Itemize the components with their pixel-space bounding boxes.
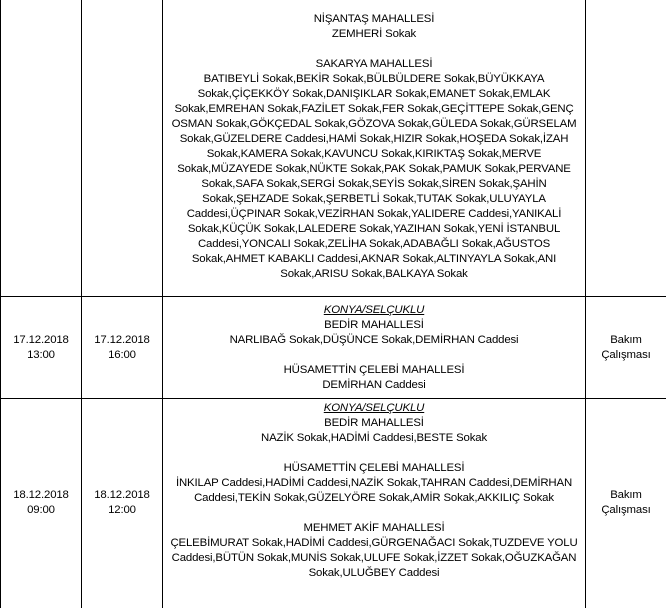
end-cell xyxy=(82,399,163,608)
table-row xyxy=(1,399,666,608)
note-cell: Bakım Çalışması xyxy=(586,297,666,399)
mahalle-name: HÜSAMETTİN ÇELEBİ MAHALLESİ xyxy=(166,461,582,476)
start-cell xyxy=(1,297,82,399)
street-list: İNKILAP Caddesi,HADİMİ Caddesi,NAZİK Sokak,TAHRAN Caddesi,DEMİRHAN Caddesi,TEKİN Sokak,GÜZELYÖRE Sokak,AMİR Sokak,AKKILIÇ Sokak xyxy=(166,476,582,506)
start-date: 17.12.2018 xyxy=(1,333,81,348)
street-list: DEMİRHAN Caddesi xyxy=(166,378,582,393)
start-cell xyxy=(1,399,82,608)
end-time: 12:00 xyxy=(82,503,162,518)
city-district: KONYA/SELÇUKLU xyxy=(166,303,582,318)
end-cell xyxy=(82,297,163,399)
mahalle-name: BEDİR MAHALLESİ xyxy=(166,416,582,431)
start-date: 18.12.2018 xyxy=(1,488,81,503)
mahalle-name: BEDİR MAHALLESİ xyxy=(166,318,582,333)
end-time: 16:00 xyxy=(82,348,162,363)
table-row xyxy=(1,0,666,297)
table-row xyxy=(1,297,666,399)
street-list: BATIBEYLİ Sokak,BEKİR Sokak,BÜLBÜLDERE Sokak,BÜYÜKKAYA Sokak,ÇİÇEKKÖY Sokak,DANIŞIKLAR Sokak,EMANET Sokak,EMLAK Sokak,EMREHAN Sokak,FAZİLET Sokak,FER Sokak,GEÇİTTEPE Sokak,GENÇ OSMAN Sokak,GÖKÇEDAL Sokak,GÖZOVA Sokak,GÜLEDA Sokak,GÜRSELAM Sokak,GÜZELDERE Caddesi,HAMİ Sokak,HIZIR Sokak,HOŞEDA Sokak,İZAH Sokak,KAMERA Sokak,KAVUNCU Sokak,KIRIKTAŞ Sokak,MERVE Sokak,MÜZAYEDE Sokak,NÜKTE Sokak,PAK Sokak,PAMUK Sokak,PERVANE Sokak,SAFA Sokak,SERGİ Sokak,SEYİS Sokak,SİREN Sokak,ŞAHİN Sokak,ŞEHZADE Sokak,ŞERBETLİ Sokak,TUTAK Sokak,ULUYAYLA Caddesi,ÜÇPINAR Sokak,VEZİRHAN Sokak,YALIDERE Caddesi,YANIKALİ Sokak,KÜÇÜK Sokak,LALEDERE Sokak,YAZIHAN Sokak,YENİ İSTANBUL Caddesi,YONCALI Sokak,ZELİHA Sokak,ADABAĞLI Sokak,AĞUSTOS Sokak,AHMET KABAKLI Caddesi,AKNAR Sokak,ALTINYAYLA Sokak,ANI Sokak,ARISU Sokak,BALKAYA Sokak xyxy=(166,72,582,282)
end-date: 17.12.2018 xyxy=(82,333,162,348)
note-cell xyxy=(586,0,666,297)
street-list: NARLIBAĞ Sokak,DÜŞÜNCE Sokak,DEMİRHAN Caddesi xyxy=(166,333,582,348)
mahalle-name: HÜSAMETTİN ÇELEBİ MAHALLESİ xyxy=(166,363,582,378)
location-cell xyxy=(163,399,586,608)
location-cell xyxy=(163,297,586,399)
city-district: KONYA/SELÇUKLU xyxy=(166,401,582,416)
start-time: 13:00 xyxy=(1,348,81,363)
location-cell xyxy=(163,0,586,297)
street-list: NAZİK Sokak,HADİMİ Caddesi,BESTE Sokak xyxy=(166,431,582,446)
street-list: ZEMHERİ Sokak xyxy=(166,27,582,42)
start-time: 09:00 xyxy=(1,503,81,518)
mahalle-name: SAKARYA MAHALLESİ xyxy=(166,57,582,72)
end-cell xyxy=(82,0,163,297)
mahalle-name: NİŞANTAŞ MAHALLESİ xyxy=(166,12,582,27)
start-cell xyxy=(1,0,82,297)
street-list: ÇELEBİMURAT Sokak,HADİMİ Caddesi,GÜRGENAĞACI Sokak,TUZDEVE YOLU Caddesi,BÜTÜN Sokak,MUNİS Sokak,ULUFE Sokak,İZZET Sokak,OĞUZKAĞAN Sokak,ULUĞBEY Caddesi xyxy=(166,536,582,581)
mahalle-name: MEHMET AKİF MAHALLESİ xyxy=(166,521,582,536)
note-cell: Bakım Çalışması xyxy=(586,399,666,608)
end-date: 18.12.2018 xyxy=(82,488,162,503)
